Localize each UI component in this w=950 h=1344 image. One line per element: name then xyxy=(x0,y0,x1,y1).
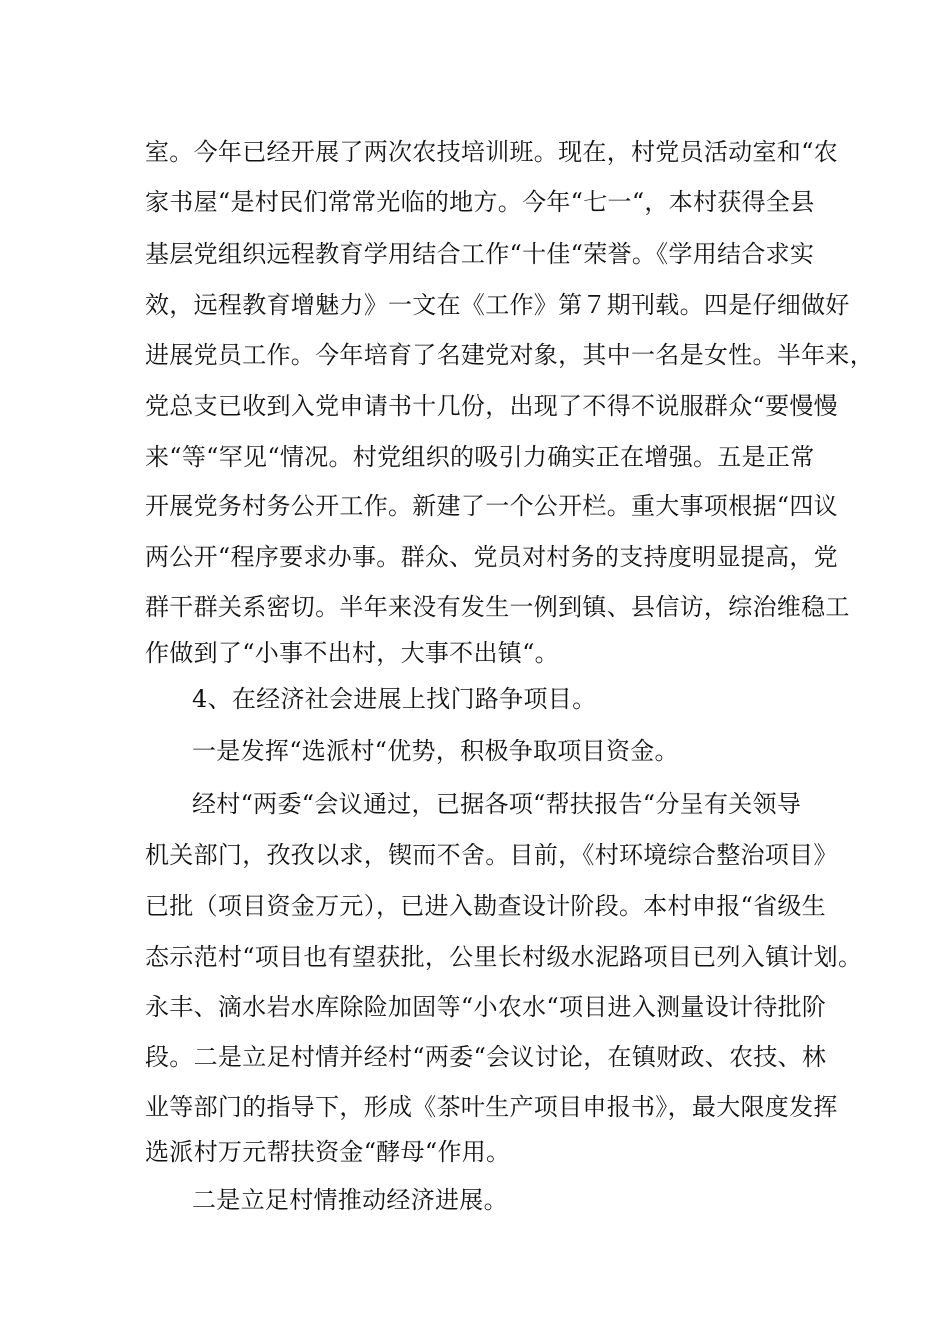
paragraph-line: 开展党务村务公开工作。新建了一个公开栏。重大事项根据“四议 xyxy=(145,492,838,520)
paragraph-line: 二是立足村情推动经济进展。 xyxy=(192,1186,508,1214)
paragraph-line: 态示范村“项目也有望获批，公里长村级水泥路项目已列入镇计划。 xyxy=(145,943,863,971)
paragraph-line: 室。今年已经开展了两次农技培训班。现在，村党员活动室和“农 xyxy=(145,138,838,166)
paragraph-line: 效，远程教育增魅力》一文在《工作》第７期刊载。四是仔细做好 xyxy=(145,291,850,319)
paragraph-line: 一是发挥“选派村“优势，积极争取项目资金。 xyxy=(192,737,679,765)
paragraph-line: 进展党员工作。今年培育了名建党对象，其中一名是女性。半年来， xyxy=(145,341,874,369)
section-heading: 4、在经济社会进展上找门路争项目。 xyxy=(192,685,597,713)
paragraph-line: 两公开“程序要求办事。群众、党员对村务的支持度明显提高，党 xyxy=(145,543,838,571)
paragraph-line: 段。二是立足村情并经村“两委“会议讨论，在镇财政、农技、林 xyxy=(145,1043,827,1071)
paragraph-line: 基层党组织远程教育学用结合工作“十佳“荣誉。《学用结合求实 xyxy=(145,240,815,268)
paragraph-line: 群干群关系密切。半年来没有发生一例到镇、县信访，综治维稳工 xyxy=(145,593,850,621)
paragraph-line: 党总支已收到入党申请书十几份，出现了不得不说服群众“要慢慢 xyxy=(145,392,838,420)
paragraph-line: 已批（项目资金万元），已进入勘查设计阶段。本村申报“省级生 xyxy=(145,892,826,920)
paragraph-line: 家书屋“是村民们常常光临的地方。今年“七一“，本村获得全县 xyxy=(145,188,815,216)
paragraph-line: 作做到了“小事不出村，大事不出镇“。 xyxy=(145,639,559,667)
paragraph-line: 经村“两委“会议通过，已据各项“帮扶报告“分呈有关领导 xyxy=(192,790,802,818)
paragraph-line: 业等部门的指导下，形成《茶叶生产项目申报书》，最大限度发挥 xyxy=(145,1093,838,1121)
paragraph-line: 来“等“罕见“情况。村党组织的吸引力确实正在增强。五是正常 xyxy=(145,443,815,471)
paragraph-line: 机关部门，孜孜以求，锲而不舍。目前，《村环境综合整治项目》 xyxy=(145,841,838,869)
paragraph-line: 永丰、滴水岩水库除险加固等“小农水“项目进入测量设计待批阶 xyxy=(145,993,827,1021)
paragraph-line: 选派村万元帮扶资金“酵母“作用。 xyxy=(145,1138,511,1166)
